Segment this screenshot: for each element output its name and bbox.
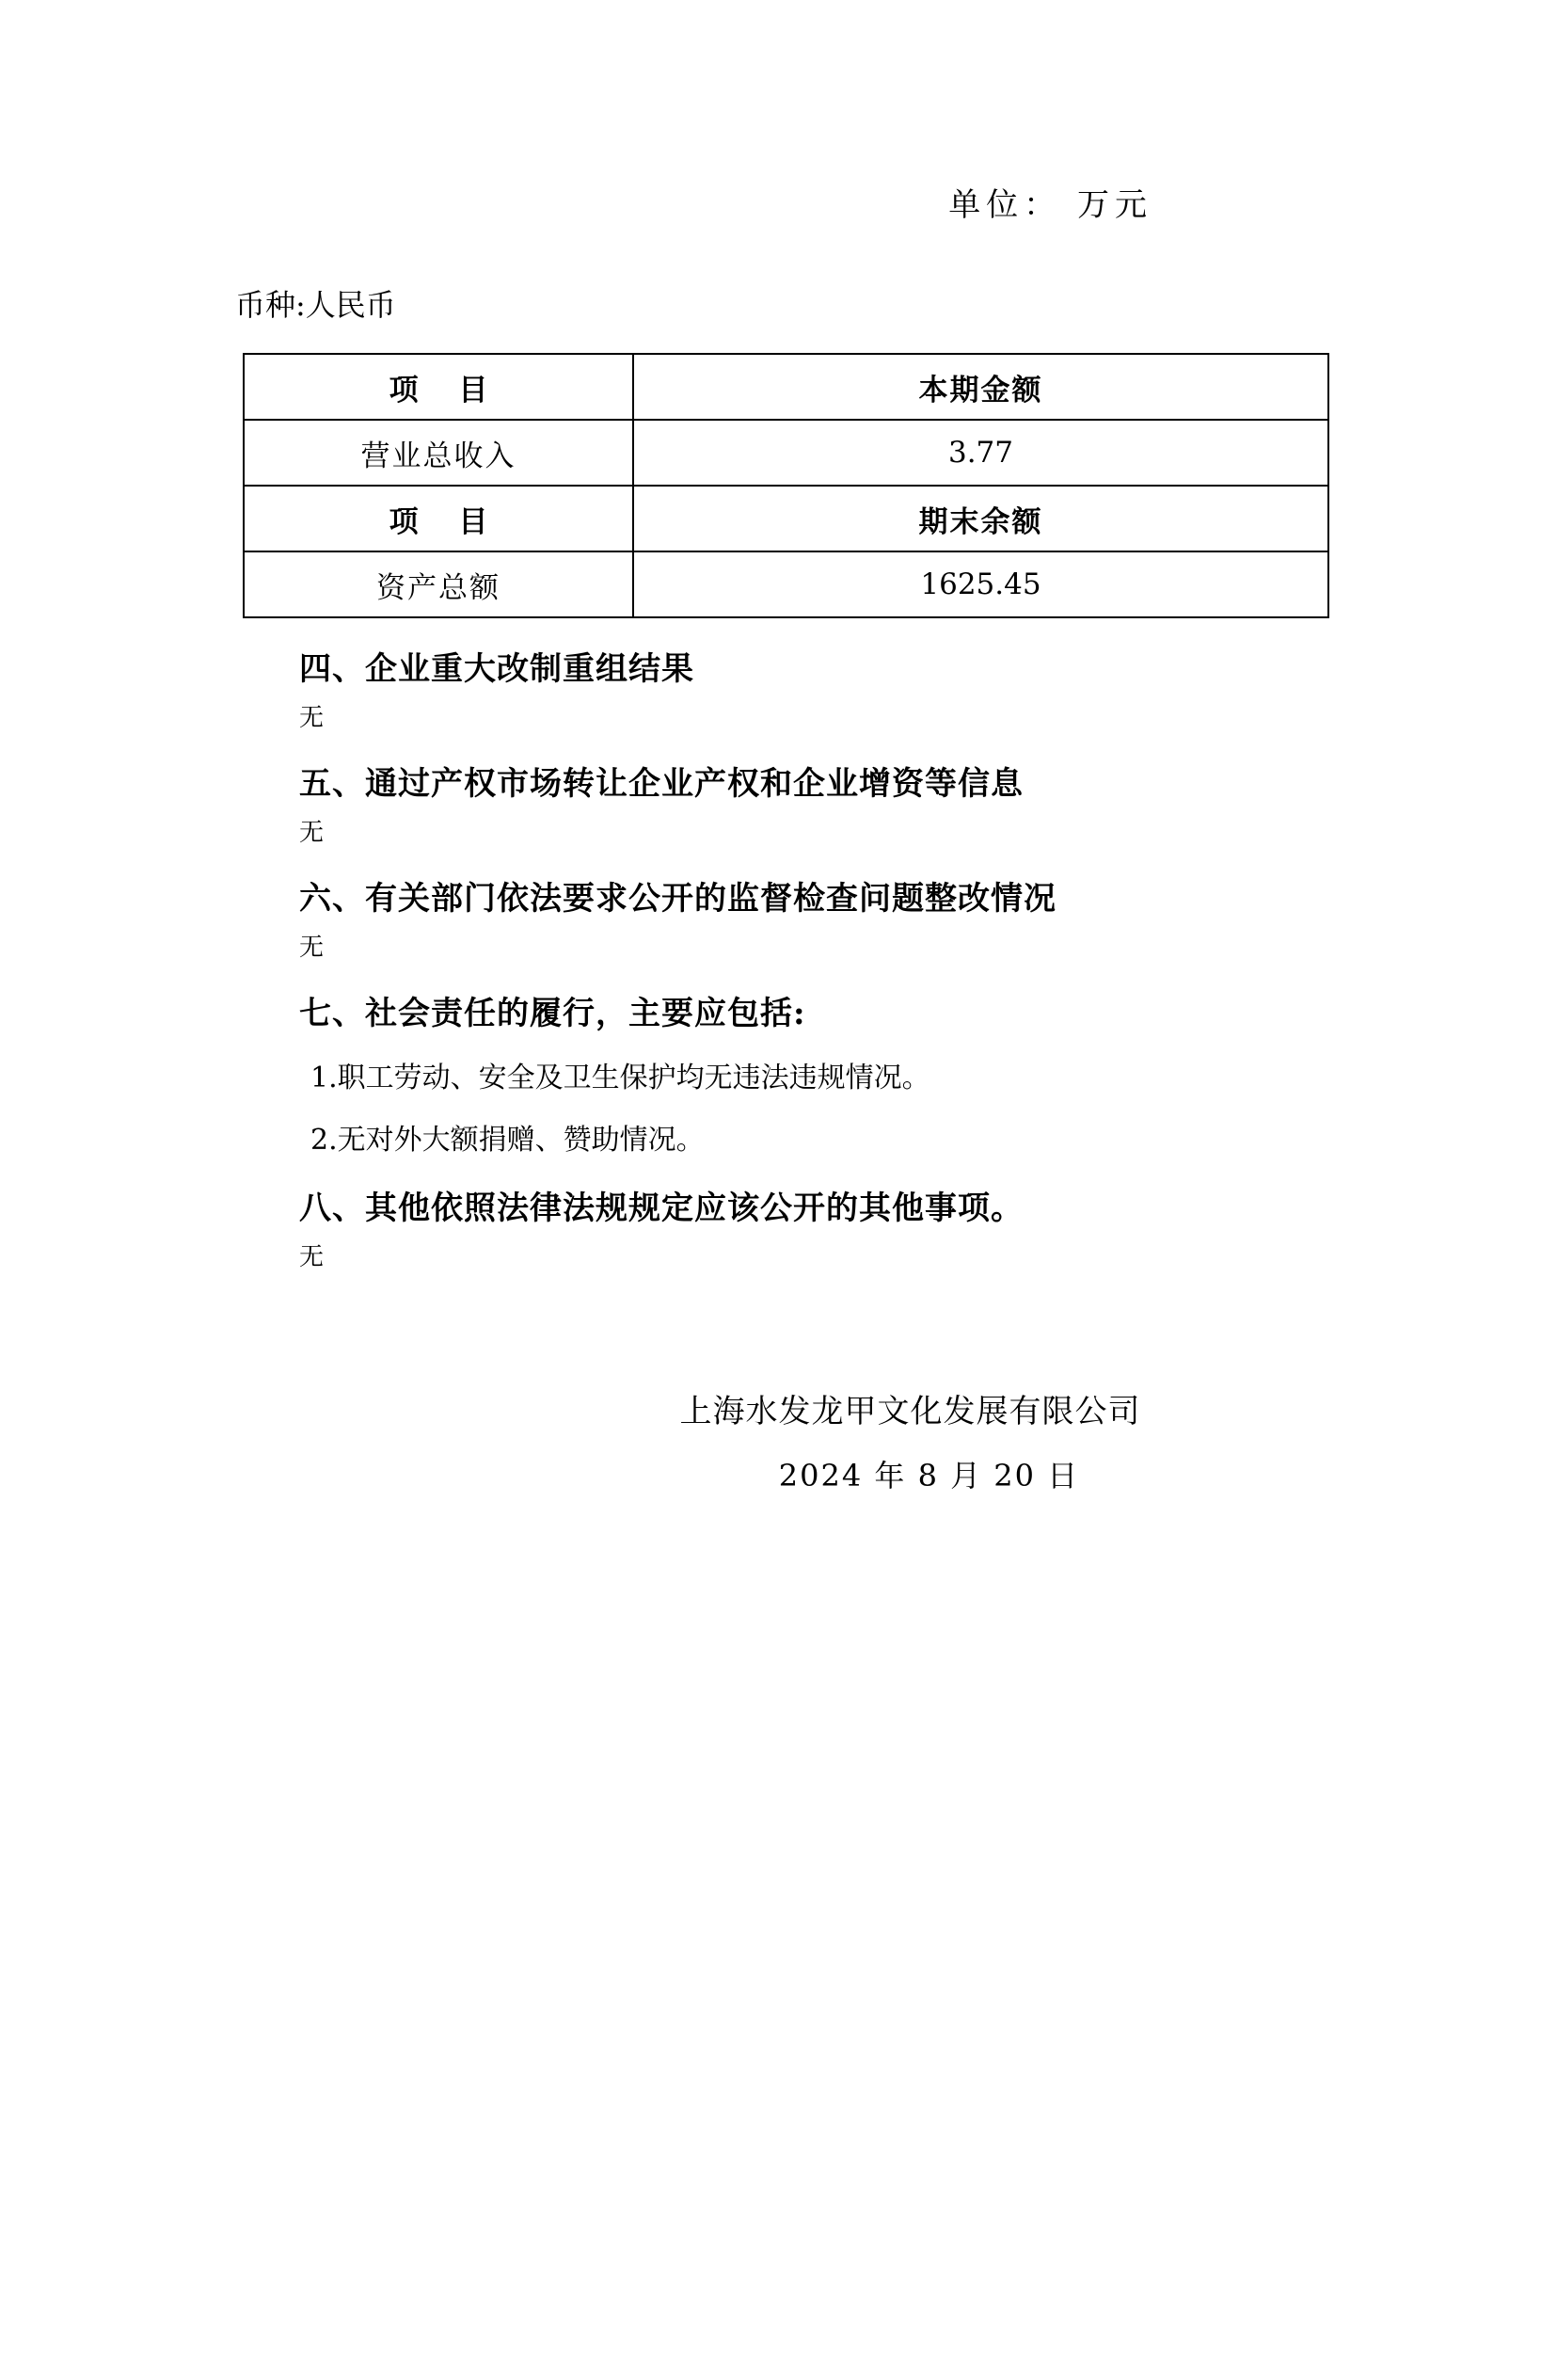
currency-label: 币种:人民币 xyxy=(235,287,396,323)
section-body-six: 无 xyxy=(299,934,325,962)
table-cell-label: 项 目 xyxy=(244,486,633,551)
unit-label: 单位： 万元 xyxy=(948,186,1152,224)
table-row xyxy=(244,551,1328,617)
list-item: 1.职工劳动、安全及卫生保护均无违法违规情况。 xyxy=(310,1062,930,1094)
financial-table xyxy=(243,353,1329,618)
section-heading-four: 四、企业重大改制重组结果 xyxy=(299,650,694,688)
section-body-four: 无 xyxy=(299,704,325,732)
table-cell-value: 3.77 xyxy=(633,420,1328,486)
signature-date: 2024 年 8 月 20 日 xyxy=(778,1458,1080,1493)
table-cell-value: 期末余额 xyxy=(633,486,1328,551)
section-heading-five: 五、通过产权市场转让企业产权和企业增资等信息 xyxy=(299,765,1024,803)
table-row xyxy=(244,420,1328,486)
table-cell-label: 营业总收入 xyxy=(244,420,633,486)
table-cell-label: 项 目 xyxy=(244,354,633,420)
section-heading-seven: 七、社会责任的履行，主要应包括: xyxy=(299,995,806,1032)
table-row xyxy=(244,486,1328,551)
table-cell-value: 1625.45 xyxy=(633,551,1328,617)
section-body-eight: 无 xyxy=(299,1243,325,1271)
section-body-five: 无 xyxy=(299,819,325,847)
table-cell-value: 本期金额 xyxy=(633,354,1328,420)
section-heading-eight: 八、其他依照法律法规规定应该公开的其他事项。 xyxy=(299,1190,1024,1227)
table-row xyxy=(244,354,1328,420)
table-cell-label: 资产总额 xyxy=(244,551,633,617)
list-item: 2.无对外大额捐赠、赞助情况。 xyxy=(310,1124,705,1157)
document-page xyxy=(0,179,1557,2380)
section-heading-six: 六、有关部门依法要求公开的监督检查问题整改情况 xyxy=(299,880,1057,918)
signature-block xyxy=(188,1385,1369,1495)
signature-company: 上海水发龙甲文化发展有限公司 xyxy=(679,1393,1141,1430)
